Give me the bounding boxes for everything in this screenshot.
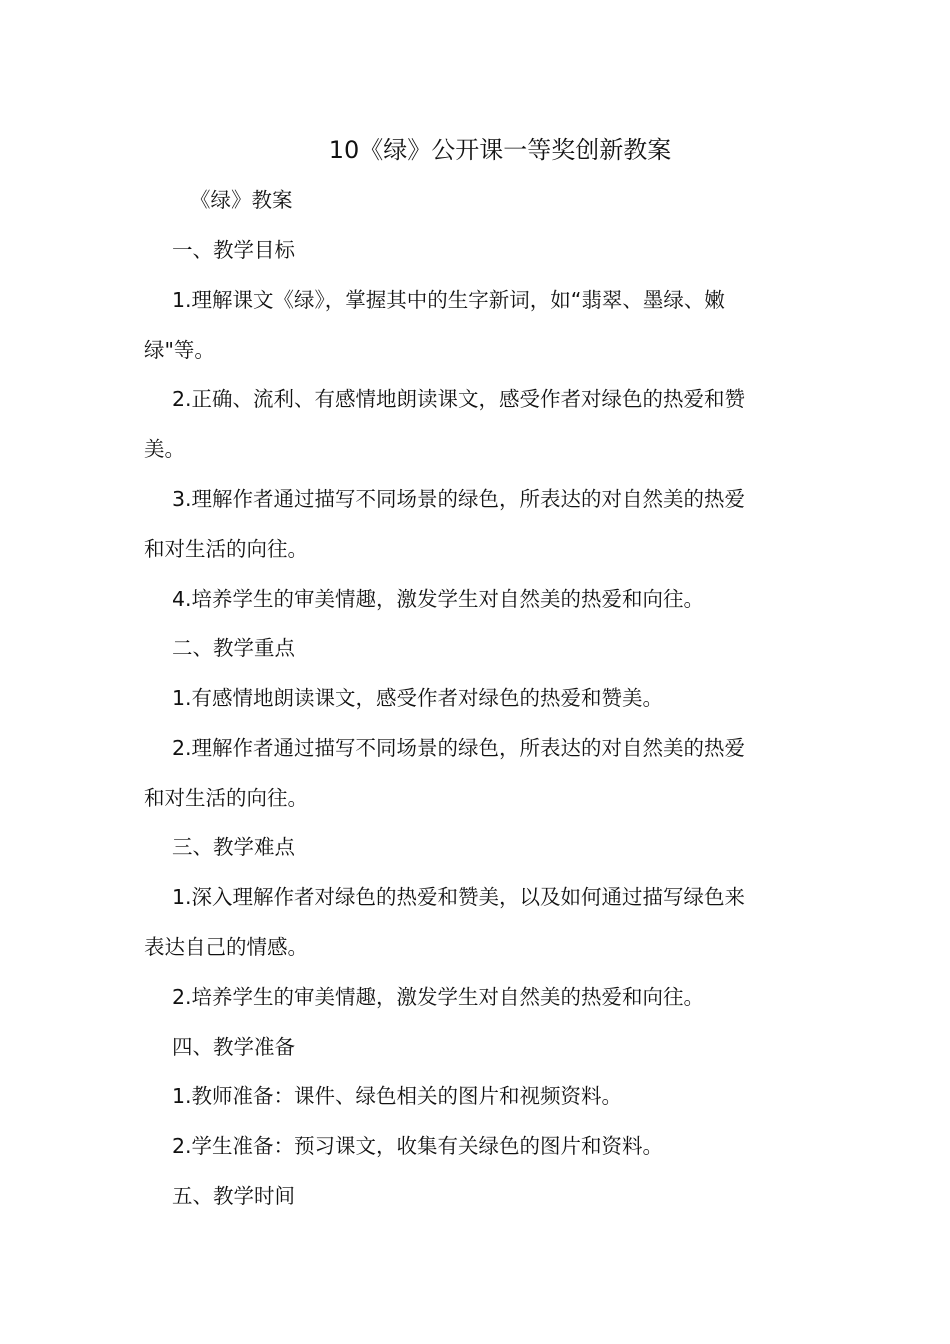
objective-3-line-1: 3.理解作者通过描写不同场景的绿色，所表达的对自然美的热爱 bbox=[172, 487, 746, 511]
objective-3-line-2: 和对生活的向往。 bbox=[144, 537, 308, 561]
objective-2-line-1: 2.正确、流利、有感情地朗读课文，感受作者对绿色的热爱和赞 bbox=[172, 387, 746, 411]
key-point-2-line-2: 和对生活的向往。 bbox=[144, 786, 308, 810]
document-subtitle: 《绿》教案 bbox=[190, 188, 293, 212]
difficulty-1-line-1: 1.深入理解作者对绿色的热爱和赞美，以及如何通过描写绿色来 bbox=[172, 885, 746, 909]
document-title: 10《绿》公开课一等奖创新教案 bbox=[328, 136, 672, 164]
section-heading-time: 五、教学时间 bbox=[172, 1184, 295, 1208]
section-heading-objectives: 一、教学目标 bbox=[172, 238, 295, 262]
objective-4: 4.培养学生的审美情趣，激发学生对自然美的热爱和向往。 bbox=[172, 587, 705, 611]
objective-1-line-1: 1.理解课文《绿》，掌握其中的生字新词，如“翡翠、墨绿、嫩 bbox=[172, 288, 725, 312]
key-point-1: 1.有感情地朗读课文，感受作者对绿色的热爱和赞美。 bbox=[172, 686, 664, 710]
objective-1-line-2: 绿"等。 bbox=[144, 338, 215, 362]
preparation-student: 2.学生准备：预习课文，收集有关绿色的图片和资料。 bbox=[172, 1134, 664, 1158]
section-heading-preparation: 四、教学准备 bbox=[172, 1035, 295, 1059]
difficulty-1-line-2: 表达自己的情感。 bbox=[144, 935, 308, 959]
difficulty-2: 2.培养学生的审美情趣，激发学生对自然美的热爱和向往。 bbox=[172, 985, 705, 1009]
key-point-2-line-1: 2.理解作者通过描写不同场景的绿色，所表达的对自然美的热爱 bbox=[172, 736, 746, 760]
section-heading-key-points: 二、教学重点 bbox=[172, 636, 295, 660]
section-heading-difficulties: 三、教学难点 bbox=[172, 835, 295, 859]
preparation-teacher: 1.教师准备：课件、绿色相关的图片和视频资料。 bbox=[172, 1084, 623, 1108]
objective-2-line-2: 美。 bbox=[144, 437, 185, 461]
